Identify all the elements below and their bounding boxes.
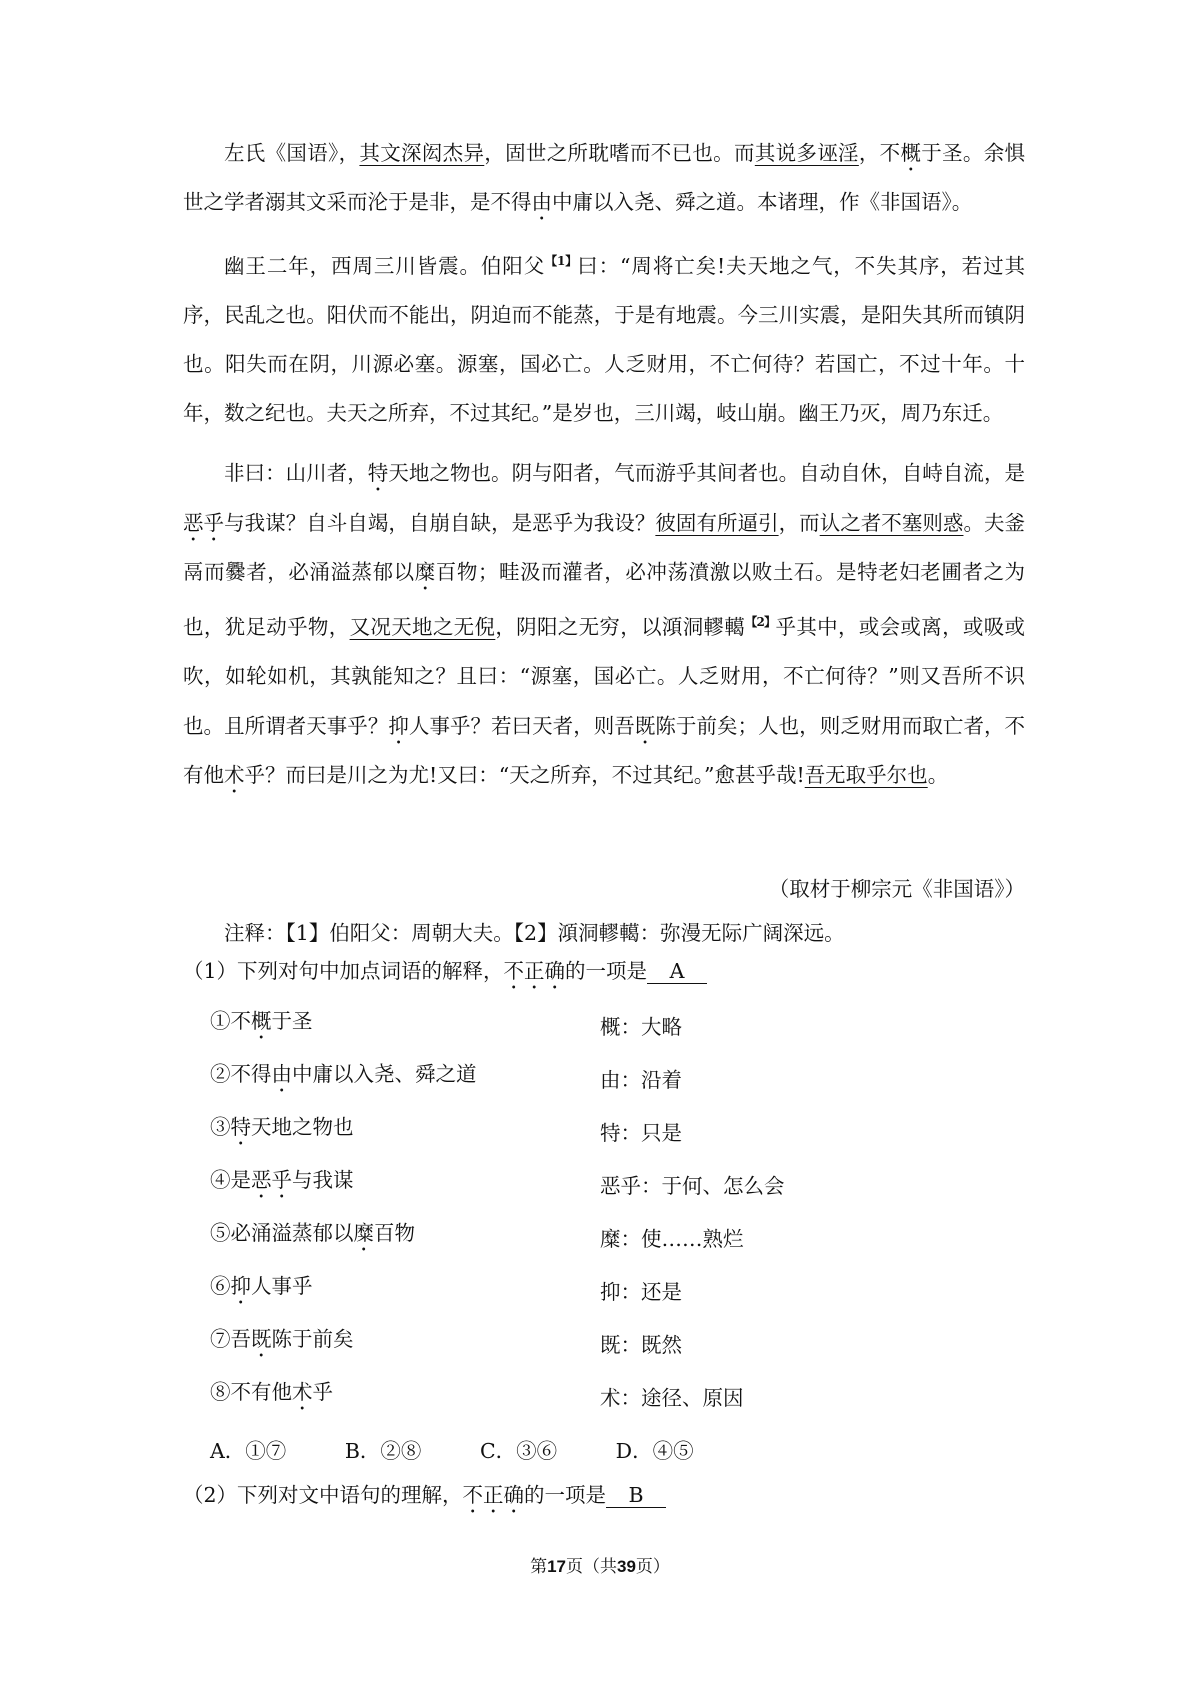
story-paragraph: [183, 237, 1025, 438]
dotted-word: 由: [271, 1062, 292, 1086]
dotted-word: 术: [224, 763, 245, 787]
dotted-word: 抑: [388, 713, 409, 738]
footer-text: 第: [530, 1557, 548, 1577]
option-sentence: [210, 1271, 313, 1309]
text-span: 人事乎？若曰天者，则吾: [408, 713, 635, 738]
dotted-word: 抑: [230, 1274, 251, 1298]
option-gloss: 概：大略: [600, 1015, 682, 1039]
option-sentence: [210, 1006, 313, 1044]
underlined-phrase: 其说多诬淫: [754, 141, 859, 165]
option-sentence: [210, 1112, 354, 1150]
dotted-word: 既: [251, 1327, 272, 1351]
dotted-word: 糜: [414, 560, 436, 584]
question-text: （1）下列对句中加点词语的解释，: [183, 959, 504, 983]
option-text: ④是: [210, 1168, 251, 1192]
option-gloss: 恶乎：于何、怎么会: [600, 1174, 785, 1198]
text-span: 百物；畦汲而灌者，必冲荡濆激以败土石。是特老妇老圃者之为也，犹足动乎物，: [183, 560, 1026, 639]
option-text: 乎: [312, 1380, 333, 1404]
question-text: 的一项是: [524, 1483, 607, 1507]
underlined-phrase: 认之者不塞则惑: [819, 510, 964, 535]
option-text: ③: [210, 1115, 231, 1139]
option-text: ⑤必涌溢蒸郁以: [210, 1221, 354, 1245]
option-text: 人事乎: [251, 1274, 313, 1298]
text-span: 与我谋？自斗自竭，自崩自缺，是恶乎为我设？: [224, 510, 656, 535]
text-span: 。: [927, 763, 949, 787]
option-text: 百物: [374, 1221, 415, 1245]
dotted-word: 特: [367, 461, 389, 485]
text-span: ，阴阳之无穷，以澒洞轇轕: [495, 614, 746, 639]
intro-paragraph: [183, 129, 1025, 227]
text-span: 乎其中，或会或离，或吸或吹，如轮如机，其孰能知之？且曰：“源塞，国必亡。人乏财用，不亡何待？”则又吾所不识也。且所谓者天事乎？: [183, 614, 1026, 738]
dotted-word: 术: [292, 1380, 313, 1404]
option-sentence: [210, 1059, 477, 1097]
option-gloss: 特：只是: [600, 1121, 682, 1145]
footnote-marker: 【2】: [745, 614, 776, 629]
option-sentence: [210, 1165, 354, 1203]
option-text: ⑧不有他: [210, 1380, 292, 1404]
dotted-word: 不正确: [462, 1483, 525, 1507]
choice-d: D．④⑤: [615, 1439, 694, 1463]
choice-a: A．①⑦: [210, 1439, 287, 1463]
text-span: 乎？而曰是川之为尤!又曰：“天之所弃，不过其纪。”愈甚乎哉!: [244, 763, 805, 787]
annotation-note: 注释：【1】伯阳父：周朝大夫。【2】澒洞轇轕：弥漫无际广阔深远。: [224, 921, 845, 945]
text-span: ，而: [778, 510, 820, 535]
footer-text: 页）: [635, 1557, 670, 1577]
dotted-word: 概: [900, 141, 922, 165]
dotted-word: 由: [531, 190, 552, 214]
option-gloss: 抑：还是: [600, 1280, 682, 1304]
question-2: [183, 1480, 666, 1518]
option-text: ②不得: [210, 1062, 272, 1086]
dotted-word: 概: [251, 1009, 272, 1033]
dotted-word: 既: [634, 713, 656, 738]
option-text: ①不: [210, 1009, 251, 1033]
source-citation: （取材于柳宗元《非国语》）: [768, 877, 1025, 901]
text-span: ，不: [858, 141, 901, 165]
option-text: 与我谋: [292, 1168, 354, 1192]
option-sentence: [210, 1218, 415, 1256]
dotted-word: 特: [230, 1115, 251, 1139]
answer-blank: A: [647, 959, 707, 984]
text-span: 陈于前矣；人也，则乏财用而取亡者，不有他: [183, 713, 1026, 787]
question-text: （2）下列对文中语句的理解，: [183, 1483, 463, 1507]
page-footer: [0, 1555, 1200, 1579]
underlined-phrase: 吾无取乎尔也: [804, 763, 928, 787]
option-sentence: [210, 1377, 333, 1415]
text-span: 。夫釜鬲而爨者，必涌溢蒸郁以: [183, 510, 1026, 584]
footer-text: 页（共: [566, 1557, 617, 1577]
text-span: 左氏《国语》，: [224, 141, 360, 165]
answer-choices: [210, 1436, 746, 1466]
dotted-word: 恶乎: [183, 510, 225, 535]
dotted-word: 不正确: [503, 959, 566, 983]
text-span: 于圣。余惧世之学者溺其文采而沦于是非，是不得: [183, 141, 1026, 214]
page-number: 17: [547, 1557, 566, 1576]
choice-b: B．②⑧: [344, 1439, 422, 1463]
footnote-marker: 【1】: [545, 254, 578, 268]
option-text: 陈于前矣: [271, 1327, 354, 1351]
option-sentence: [210, 1324, 354, 1362]
argument-paragraph: [183, 449, 1025, 801]
question-text: 的一项是: [565, 959, 648, 983]
question-1: [183, 956, 707, 994]
option-text: 于圣: [271, 1009, 313, 1033]
option-gloss: 糜：使……熟烂: [600, 1227, 744, 1251]
option-gloss: 既：既然: [600, 1333, 682, 1357]
option-text: ⑦吾: [210, 1327, 251, 1351]
text-span: 中庸以入尧、舜之道。本诸理，作《非国语》。: [552, 190, 973, 214]
option-text: 中庸以入尧、舜之道: [292, 1062, 477, 1086]
text-span: 天地之物也。阴与阳者，气而游乎其间者也。自动自休，自峙自流，是: [388, 461, 1026, 485]
text-span: 幽王二年，西周三川皆震。伯阳父: [224, 254, 546, 278]
text-span: ，固世之所耽嗜而不已也。而: [484, 141, 755, 165]
option-gloss: 术：途径、原因: [600, 1386, 744, 1410]
dotted-word: 糜: [353, 1221, 374, 1245]
total-pages: 39: [617, 1557, 636, 1576]
choice-c: C．③⑥: [479, 1439, 558, 1463]
text-span: 非曰：山川者，: [224, 461, 368, 485]
answer-blank: B: [606, 1483, 666, 1508]
option-text: ⑥: [210, 1274, 231, 1298]
underlined-phrase: 又况天地之无倪: [349, 614, 496, 639]
underlined-phrase: 彼固有所逼引: [655, 510, 779, 535]
dotted-word: 恶乎: [251, 1168, 292, 1192]
text-span: 曰：“周将亡矣!夫天地之气，不失其序，若过其序，民乱之也。阳伏而不能出，阴迫而不能蒸，于是有地震。今三川实震，是阳失其所而镇阴也。阳失而在阴，川源必塞。源塞，国必亡。人乏财用，不亡何待？若国亡，不过十年。十年，数之纪也。夫天之所弃，不过其纪。”是岁也，三川竭，岐山崩。幽王乃灭，周乃东迁。: [183, 254, 1025, 425]
option-text: 天地之物也: [251, 1115, 354, 1139]
underlined-phrase: 其文深闳杰异: [359, 141, 485, 165]
option-gloss: 由：沿着: [600, 1068, 682, 1092]
